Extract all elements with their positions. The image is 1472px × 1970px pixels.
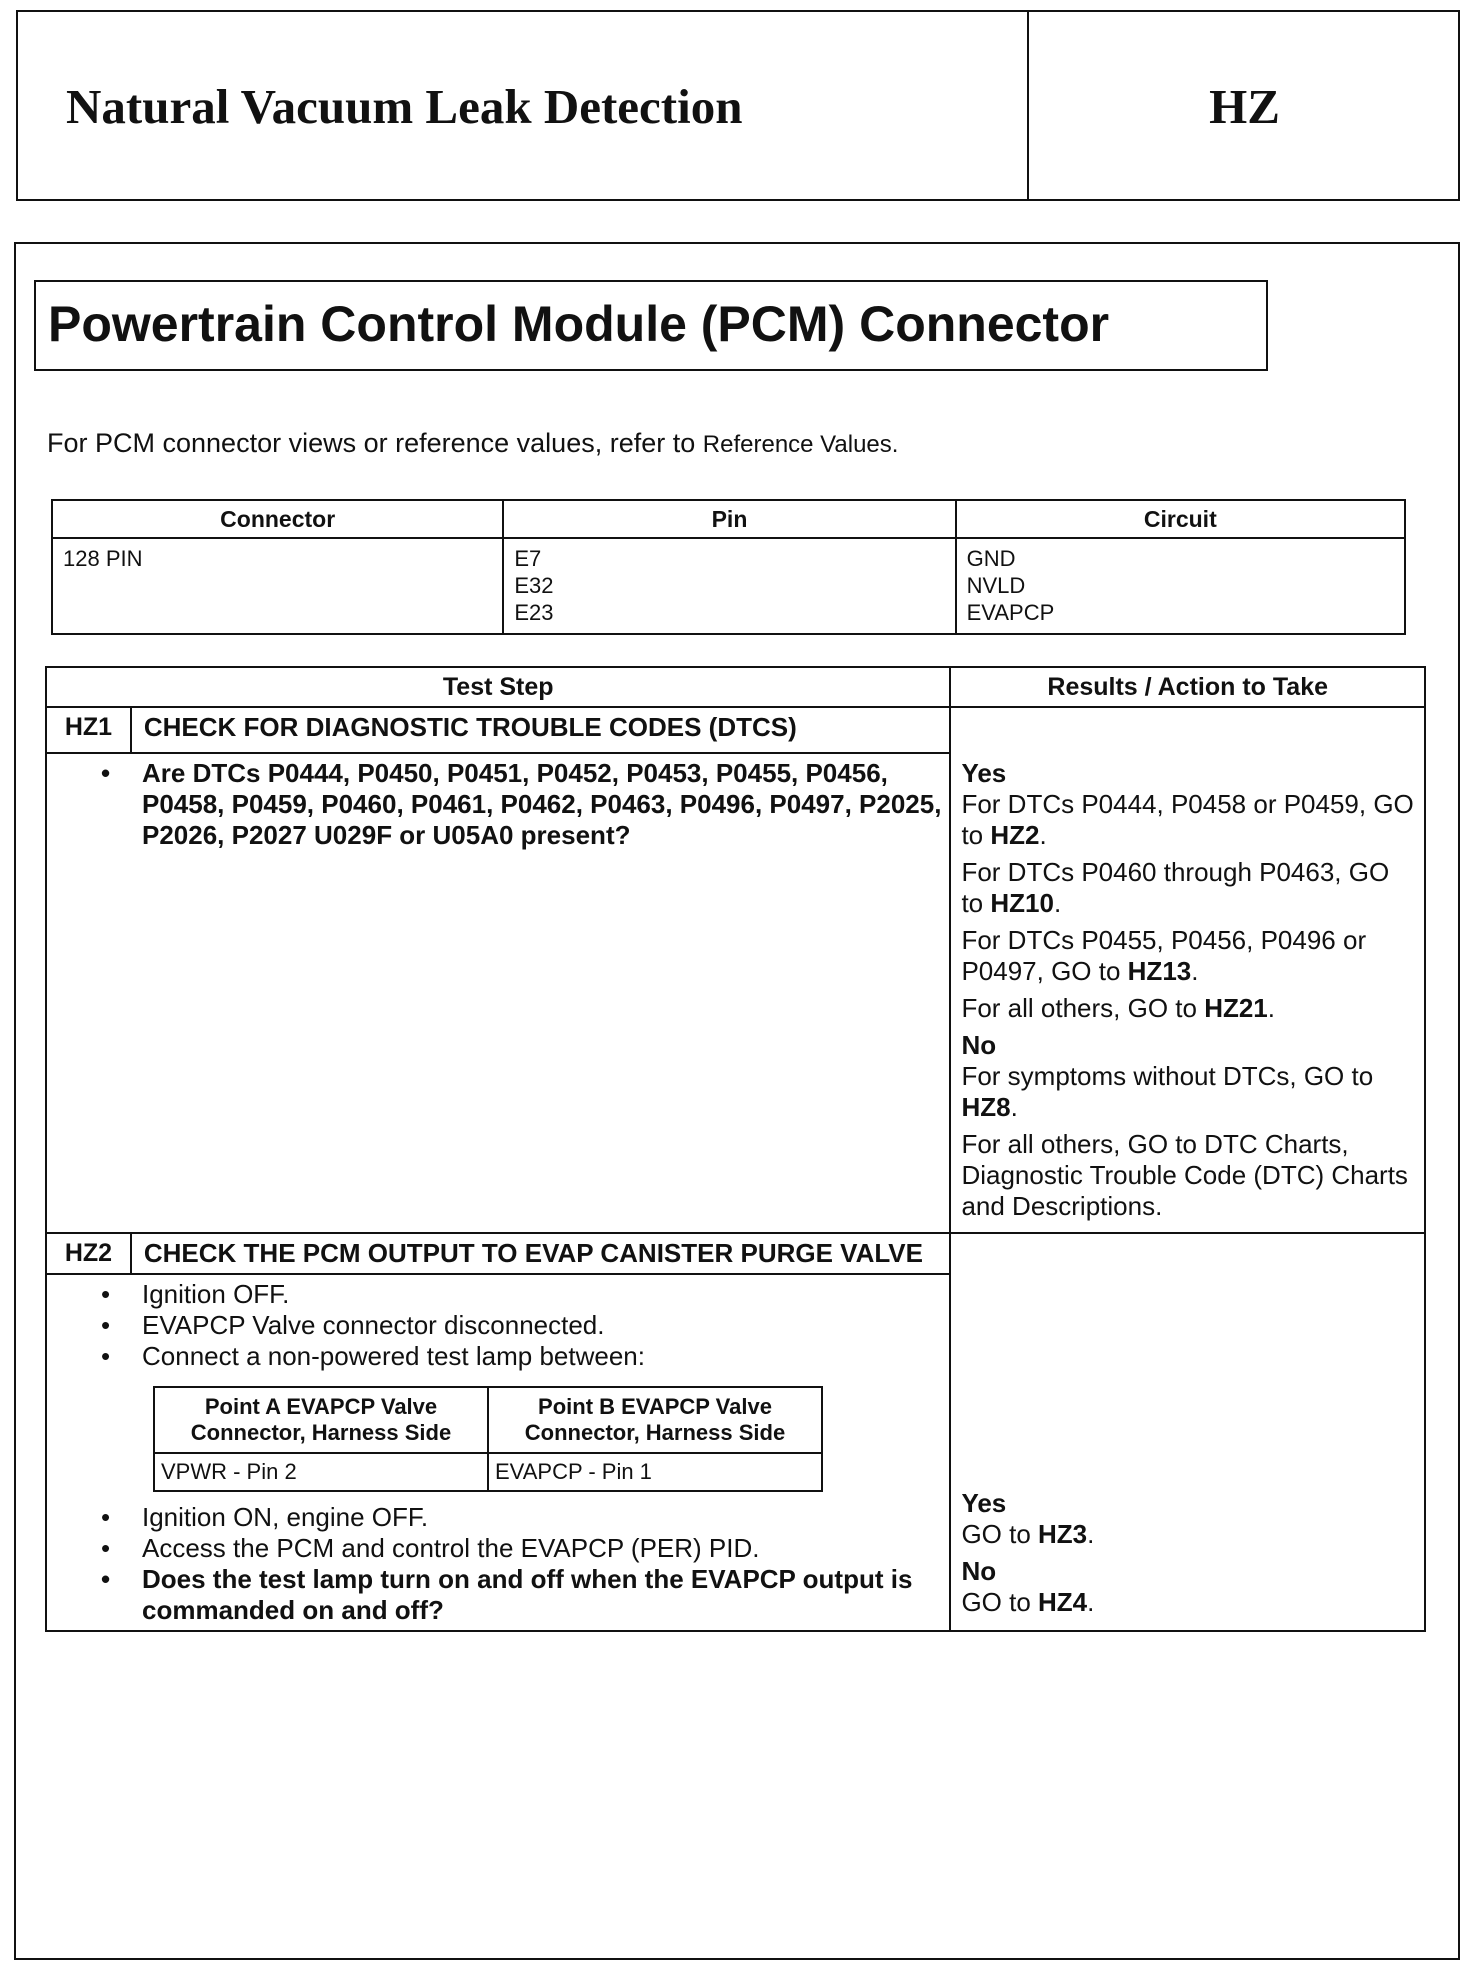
pin-cell — [503, 538, 955, 634]
connector-table — [51, 499, 1406, 635]
result-action: For DTCs P0444, P0458 or P0459, GO to HZ2. — [961, 789, 1414, 850]
table-row — [52, 538, 1405, 634]
column-header-point-b: Point B EVAPCP Valve Connector, Harness Side — [488, 1387, 822, 1453]
result-action: For DTCs P0460 through P0463, GO to HZ10. — [961, 857, 1390, 918]
column-header-connector: Connector — [52, 500, 503, 538]
step-id: HZ1 — [46, 707, 131, 753]
intro-text — [47, 428, 898, 459]
column-header-point-a: Point A EVAPCP Valve Connector, Harness Side — [154, 1387, 488, 1453]
point-b-value: EVAPCP - Pin 1 — [488, 1453, 822, 1491]
test-lamp-table — [153, 1386, 823, 1492]
column-header-circuit: Circuit — [956, 500, 1405, 538]
step-id: HZ2 — [46, 1233, 131, 1274]
point-a-value: VPWR - Pin 2 — [154, 1453, 488, 1491]
page-title: Natural Vacuum Leak Detection — [66, 79, 743, 134]
circuit-value: GND — [966, 546, 1016, 571]
no-label: No — [961, 1030, 997, 1060]
step-body — [46, 1274, 950, 1631]
yes-label: Yes — [961, 1488, 1007, 1518]
column-header-pin: Pin — [503, 500, 955, 538]
step-bullet: • Ignition ON, engine OFF. — [142, 1502, 949, 1533]
circuit-cell — [956, 538, 1405, 634]
result-action: For all others, GO to DTC Charts, Diagnostic Trouble Code (DTC) Charts and Descriptions. — [961, 1129, 1408, 1221]
step-body — [46, 753, 950, 1233]
results-cell — [950, 707, 1425, 1233]
result-action: GO to HZ3. — [961, 1519, 1095, 1549]
circuit-value: EVAPCP — [966, 600, 1055, 625]
goto-link[interactable]: HZ3 — [1038, 1519, 1088, 1549]
result-action: For symptoms without DTCs, GO to HZ8. — [961, 1061, 1374, 1122]
pin-value: E23 — [514, 600, 554, 625]
result-action: GO to HZ4. — [961, 1587, 1095, 1617]
result-action: For all others, GO to HZ21. — [961, 993, 1275, 1023]
step-bullet: • EVAPCP Valve connector disconnected. — [142, 1310, 949, 1341]
intro-sentence: For PCM connector views or reference values, refer to — [47, 428, 696, 458]
goto-link[interactable]: HZ2 — [990, 820, 1040, 850]
goto-link[interactable]: HZ8 — [961, 1092, 1011, 1122]
results-cell — [950, 1233, 1425, 1631]
step-title: CHECK THE PCM OUTPUT TO EVAP CANISTER PURGE VALVE — [131, 1233, 951, 1274]
yes-label: Yes — [961, 758, 1007, 788]
no-block — [961, 1030, 1414, 1123]
goto-link[interactable]: HZ13 — [1127, 956, 1192, 986]
step-bullet: • Access the PCM and control the EVAPCP (PER) PID. — [142, 1533, 949, 1564]
step-title-row — [46, 707, 1425, 753]
connector-cell: 128 PIN — [52, 538, 503, 634]
reference-values-link[interactable]: Reference Values. — [702, 431, 899, 458]
pin-value: E32 — [514, 573, 554, 598]
column-header-test-step: Test Step — [46, 667, 950, 707]
step-question: • Are DTCs P0444, P0450, P0451, P0452, P0453, P0455, P0456, P0458, P0459, P0460, P0461, P0462, P0463, P0496, P0497, P2025, P2026, P2027 U029F or U05A0 present? — [142, 758, 949, 851]
column-header-results: Results / Action to Take — [950, 667, 1425, 707]
pin-value: E7 — [514, 546, 542, 571]
step-title-row — [46, 1233, 1425, 1274]
table-row — [154, 1453, 822, 1491]
result-action: For DTCs P0455, P0456, P0496 or P0497, GO to HZ13. — [961, 925, 1367, 986]
no-block — [961, 1556, 1414, 1618]
section-code: HZ — [1209, 79, 1280, 134]
circuit-value: NVLD — [966, 573, 1026, 598]
goto-link[interactable]: HZ21 — [1204, 993, 1268, 1023]
yes-block — [961, 1488, 1414, 1550]
goto-link[interactable]: HZ4 — [1038, 1587, 1088, 1617]
yes-block — [961, 758, 1414, 851]
step-bullet: • Ignition OFF. — [142, 1279, 949, 1310]
test-step-table — [45, 666, 1426, 1632]
no-label: No — [961, 1556, 997, 1586]
step-question: • Does the test lamp turn on and off when the EVAPCP output is commanded on and off? — [142, 1564, 949, 1626]
step-bullet: • Connect a non-powered test lamp between: — [142, 1341, 949, 1372]
goto-link[interactable]: HZ10 — [990, 888, 1054, 918]
section-title: Powertrain Control Module (PCM) Connector — [48, 296, 1110, 352]
step-title: CHECK FOR DIAGNOSTIC TROUBLE CODES (DTCS) — [131, 707, 951, 753]
